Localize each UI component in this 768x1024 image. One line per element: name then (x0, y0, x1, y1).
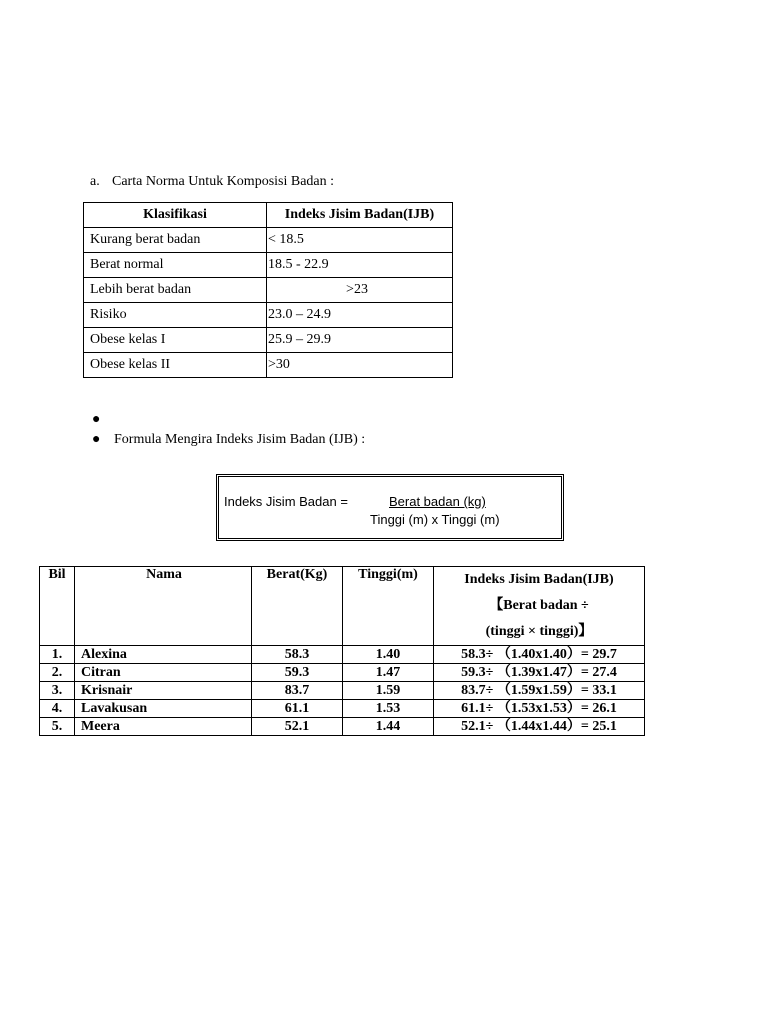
cell-klasifikasi: Berat normal (84, 253, 267, 278)
table-row (40, 664, 645, 682)
cell-ijb: >30 (267, 353, 453, 378)
formula-box (216, 474, 564, 541)
cell-berat: 58.3 (252, 646, 343, 664)
cell-nama: Citran (75, 664, 252, 682)
header-ijb-line3: (tinggi × tinggi)】 (485, 624, 593, 639)
bullet-empty (92, 412, 114, 428)
table-row (84, 303, 453, 328)
header-klasifikasi: Klasifikasi (84, 203, 267, 228)
formula-numerator: Berat badan (kg) (389, 494, 486, 509)
cell-nama: Meera (75, 718, 252, 736)
cell-nama: Alexina (75, 646, 252, 664)
formula-lhs: Indeks Jisim Badan = (224, 494, 348, 509)
header-berat: Berat(Kg) (252, 567, 343, 646)
cell-klasifikasi: Obese kelas I (84, 328, 267, 353)
cell-bil: 5. (40, 718, 75, 736)
table-row (84, 353, 453, 378)
norm-table-header-row (84, 203, 453, 228)
bullet-formula (92, 432, 365, 448)
header-ijb (434, 567, 645, 646)
cell-klasifikasi: Kurang berat badan (84, 228, 267, 253)
cell-bil: 3. (40, 682, 75, 700)
header-ijb-line2: 【Berat badan ÷ (489, 598, 589, 613)
section-heading (90, 174, 334, 190)
heading-text: Carta Norma Untuk Komposisi Badan : (112, 174, 335, 189)
header-ijb-line1: Indeks Jisim Badan(IJB) (464, 572, 614, 587)
header-nama: Nama (75, 567, 252, 646)
table-row (40, 700, 645, 718)
header-tinggi: Tinggi(m) (343, 567, 434, 646)
cell-bil: 2. (40, 664, 75, 682)
cell-tinggi: 1.47 (343, 664, 434, 682)
ijb-data-table (39, 566, 645, 736)
cell-ijb: 25.9 – 29.9 (267, 328, 453, 353)
table-row (84, 328, 453, 353)
cell-bil: 4. (40, 700, 75, 718)
norm-table (83, 202, 453, 378)
data-table-header-row (40, 567, 645, 646)
bullet-dot-icon: ● (92, 432, 101, 447)
cell-berat: 52.1 (252, 718, 343, 736)
header-bil: Bil (40, 567, 75, 646)
cell-ijb: 58.3÷ （1.40x1.40）= 29.7 (434, 646, 645, 664)
cell-ijb: 52.1÷ （1.44x1.44）= 25.1 (434, 718, 645, 736)
bullet-formula-text: Formula Mengira Indeks Jisim Badan (IJB) : (114, 432, 366, 447)
cell-berat: 83.7 (252, 682, 343, 700)
cell-klasifikasi: Risiko (84, 303, 267, 328)
table-row (40, 718, 645, 736)
cell-tinggi: 1.59 (343, 682, 434, 700)
header-ijb: Indeks Jisim Badan(IJB) (267, 203, 453, 228)
bullet-dot-icon: ● (92, 412, 101, 427)
table-row (84, 253, 453, 278)
table-row (84, 278, 453, 303)
cell-ijb: 59.3÷ （1.39x1.47）= 27.4 (434, 664, 645, 682)
cell-nama: Krisnair (75, 682, 252, 700)
cell-tinggi: 1.44 (343, 718, 434, 736)
cell-ijb: 61.1÷ （1.53x1.53）= 26.1 (434, 700, 645, 718)
cell-berat: 61.1 (252, 700, 343, 718)
table-row (84, 228, 453, 253)
cell-ijb: 23.0 – 24.9 (267, 303, 453, 328)
table-row (40, 646, 645, 664)
cell-nama: Lavakusan (75, 700, 252, 718)
list-marker: a. (90, 174, 100, 189)
cell-klasifikasi: Obese kelas II (84, 353, 267, 378)
cell-berat: 59.3 (252, 664, 343, 682)
cell-tinggi: 1.40 (343, 646, 434, 664)
cell-ijb: < 18.5 (267, 228, 453, 253)
cell-ijb: 83.7÷ （1.59x1.59）= 33.1 (434, 682, 645, 700)
formula-denominator: Tinggi (m) x Tinggi (m) (370, 512, 500, 527)
cell-bil: 1. (40, 646, 75, 664)
table-row (40, 682, 645, 700)
cell-klasifikasi: Lebih berat badan (84, 278, 267, 303)
cell-ijb: >23 (267, 278, 453, 303)
cell-tinggi: 1.53 (343, 700, 434, 718)
cell-ijb: 18.5 - 22.9 (267, 253, 453, 278)
